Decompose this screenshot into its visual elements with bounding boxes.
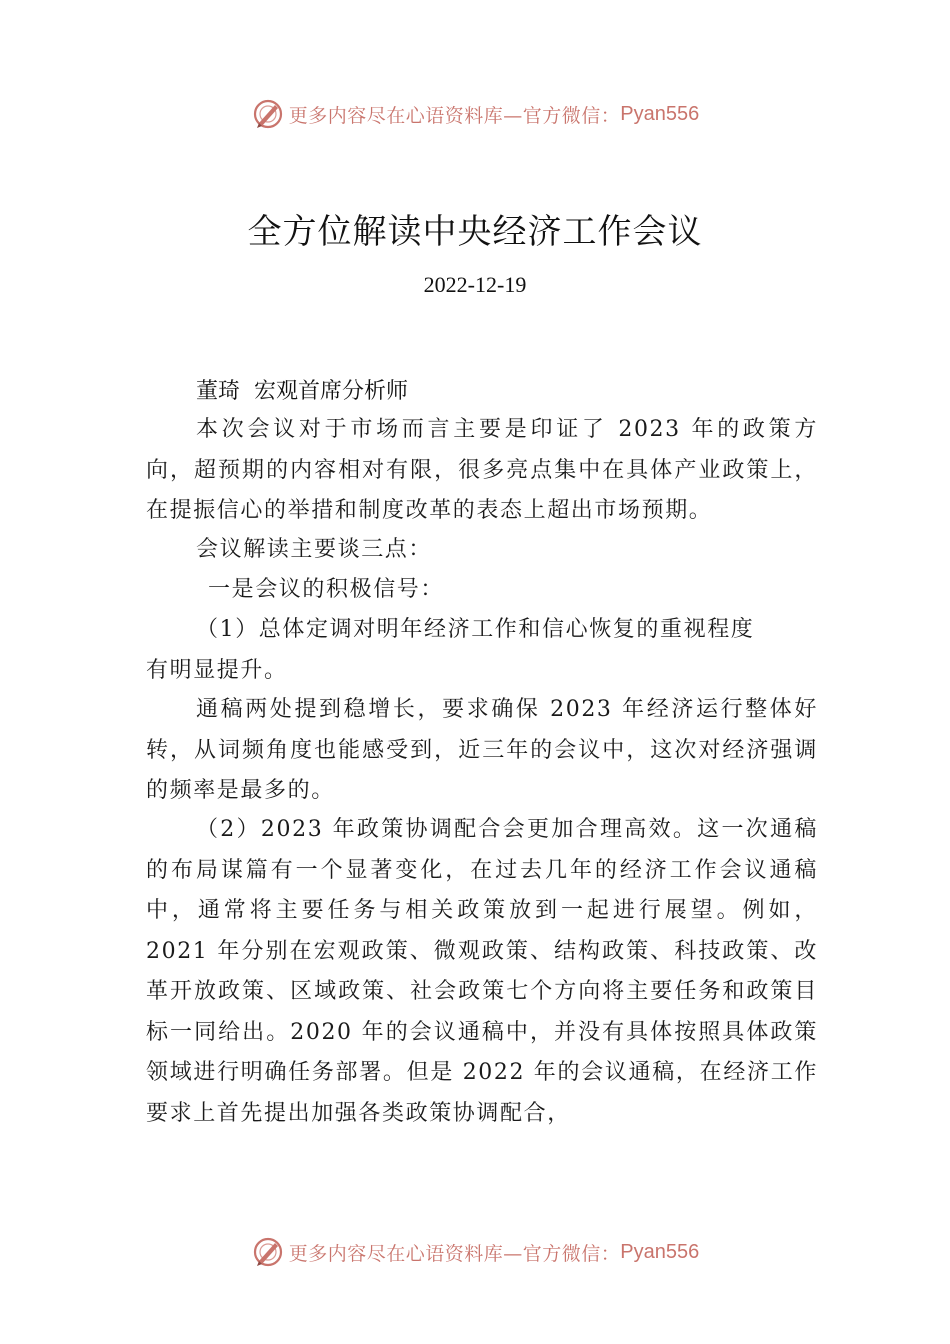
- watermark-wechat-id: Pyan556: [620, 1240, 700, 1263]
- paragraph-2: [146, 530, 818, 571]
- watermark-banner-bottom: [0, 1232, 950, 1272]
- paragraph-4: [146, 610, 818, 691]
- paragraph-6: [146, 810, 818, 1134]
- pen-logo-icon: [251, 97, 285, 131]
- paragraph-4-line-1: （1）总体定调对明年经济工作和信心恢复的重视程度: [196, 617, 755, 642]
- document-title: 全方位解读中央经济工作会议: [247, 212, 703, 252]
- watermark-text: 更多内容尽在心语资料库—官方微信：: [288, 104, 621, 127]
- pen-logo-icon: [251, 1235, 285, 1269]
- paragraph-6-text: （2）2023 年政策协调配合会更加合理高效。这一次通稿的布局谋篇有一个显著变化，在过去几年的经济工作会议通稿中，通常将主要任务与相关政策放到一起进行展望。例如，2021 年分别在宏观政策、微观政策、结构政策、科技政策、改革开放政策、区域政策、社会政策七个方向将主要任务和政策目标一同给出。2020 年的会议通稿中，并没有具体按照具体政策领域进行明确任务部署。但是 2022 年的会议通稿，在经济工作要求上首先提出加强各类政策协调配合，: [146, 817, 818, 1126]
- paragraph-1-text: 本次会议对于市场而言主要是印证了 2023 年的政策方向，超预期的内容相对有限，很多亮点集中在具体产业政策上，在提振信心的举措和制度改革的表态上超出市场预期。: [146, 417, 818, 523]
- watermark-banner-top: [0, 94, 950, 134]
- paragraph-5: [146, 690, 818, 812]
- paragraph-2-text: 会议解读主要谈三点：: [196, 537, 433, 562]
- document-date: 2022-12-19: [423, 272, 527, 297]
- author-line: 董琦 宏观首席分析师: [196, 379, 408, 404]
- paragraph-3-text: 一是会议的积极信号：: [208, 577, 445, 602]
- paragraph-5-text: 通稿两处提到稳增长，要求确保 2023 年经济运行整体好转，从词频角度也能感受到，近三年的会议中，这次对经济强调的频率是最多的。: [146, 697, 818, 803]
- paragraph-3: [146, 570, 818, 611]
- watermark-wechat-id: Pyan556: [620, 102, 700, 125]
- paragraph-1: [146, 410, 818, 532]
- watermark-text: 更多内容尽在心语资料库—官方微信：: [288, 1242, 621, 1265]
- paragraph-4-line-2: 有明显提升。: [146, 657, 288, 683]
